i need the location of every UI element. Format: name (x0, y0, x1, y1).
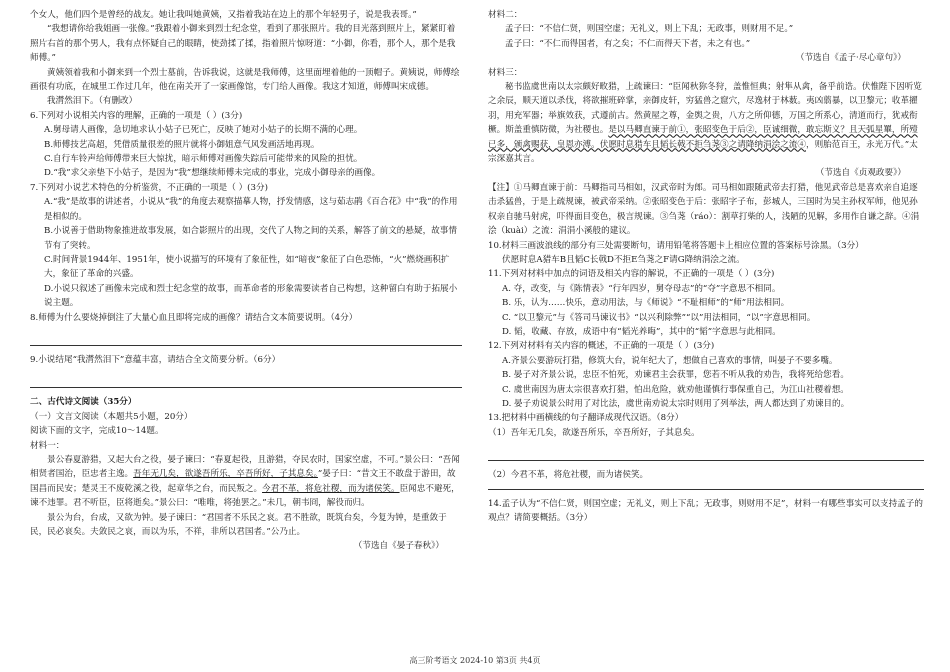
material-1-source: （节选自《晏子春秋》） (353, 541, 444, 552)
material-2-label: 材料二： (488, 10, 523, 20)
material-1-paragraph-1: 景公春夏游猎，又起大台之役，晏子谏曰：“春夏起役，且游猎，夺民农时，国家空虚，不可。”景公曰：“吾闻相贤者国治，臣忠者主逸。吾年无几矣，欲遂吾所乐，卒吾所好，子其息矣。”晏子曰：“昔文王不敢盘于游田，故国昌而民安；楚灵王不废乾溪之役，起章华之台，而民叛之。今君不革，将危社稷，而为诸侯笑。臣闻忠不避死，谏不违罪。君不听臣，臣将逝矣。”景公曰：“唯唯，将弛罢之。”未几，朝韦冏，解役而归。 (30, 454, 460, 509)
material-2-line-2: 孟子曰：“不仁而得国者，有之矣；不仁而得天下者，未之有也。” (505, 38, 751, 49)
q11-option-a: A. 夺，改变，与《陈情表》“行年四岁，舅夺母志”的“夺”字意思不相同。 (502, 283, 781, 294)
annotation-note: 【注】①马卿直谏于前：马卿指司马相如，汉武帝时为郎。司马相如跟随武帝去打猎，他见武帝总是喜欢亲自追逐击杀猛兽，于是上疏规谏，被武帝采纳。②张昭变色于后：张昭字子布，彭城人，三国时为吴主孙权军师，他见孙权亲自驰马射虎，吓得面目变色，极言规谏。③刍荛（ráo）：割草打柴的人，浅陋的见解，多用作自谦之辞。④涓浍（kuài）之流：涓涓小溪般的建议。 (488, 182, 920, 237)
q6-option-d: D.“我”求父亲垫下小姑子，是因为“我”想继续师傅未完成的事业，完成小御母亲的画像。 (44, 168, 381, 179)
story-paragraph-2: “我想请你给我姐画一张像。”我跟着小御来到烈士纪念堂，看到了那张照片。我的目光落到照片上，紧紧盯着照片右首的那个男人，我有点怀疑自己的眼睛，使劲揉了揉，指着照片惊呀道：“小御，你看，那个人，那个是我师傅。” (30, 24, 456, 64)
q6-option-c: C.自行车铃声给师傅带来巨大惊扰，暗示师傅对画像失踪后可能带来的风险的担忧。 (44, 154, 363, 165)
q11-stem: 11.下列对材料中加点的词语及相关内容的解说，不正确的一项是（ ）(3分) (488, 269, 775, 280)
answer-line (30, 387, 462, 388)
answer-line (488, 460, 924, 461)
q6-option-b: B.师傅技艺高超，凭借质量很差的照片就将小御姐意气风发画活地再现。 (44, 139, 320, 150)
material-3-label: 材料三： (488, 67, 523, 78)
question-7 (30, 181, 462, 311)
left-column (30, 8, 462, 554)
material-2-line-1: 孟子曰：“不信仁贤，则国空虚；无礼义，则上下乱；无政事，则财用不足。” (505, 24, 794, 35)
question-9: 9.小说结尾“我潸然泪下”意蕴丰富，请结合全文简要分析。（6分） (30, 354, 281, 365)
q7-option-d: D.小说只叙述了画像未完成和烈士纪念堂的故事，而革命者的形象需要读者自己构想，这种留白有助于拓展小说主题。 (44, 283, 458, 309)
q13-part-2: （2）今君不革，将危社稷，而为诸侯笑。 (488, 470, 649, 481)
q12-option-a: A.齐景公要游玩打猎，修筑大台，说年纪大了，想做自己喜欢的事情，叫晏子不要多嘴。 (502, 355, 838, 366)
q12-option-c: C. 虞世南因为唐太宗很喜欢打猎，怕出危险，就劝他谨慎行事保重自己，为江山社稷着想。 (502, 384, 849, 395)
question-8: 8.师傅为什么要烧掉倒注了大量心血且即将完成的画像？请结合文本简要说明。（4分） (30, 312, 358, 323)
q7-option-a: A.“我”是故事的讲述者，小说从“我”的角度去观察描摹人物，抒发情感，这与茹志鹃《百合花》中“我”的作用是相似的。 (44, 197, 458, 222)
answer-line (488, 489, 924, 490)
material-1-paragraph-2: 景公为台，台成，又欲为钟。晏子谏曰：“君国者不乐民之哀。君不胜欲，既筑台矣，今复为钟，是重敛于民，民必哀矣。夫敛民之哀，而以为乐，不祥，非所以君国者。”公乃止。 (30, 512, 447, 537)
story-paragraph-1: 个女人，他们四个是曾经的战友。她让我叫她黄姨，又指着我站在边上的那个年轻男子，说是我表哥。” (30, 10, 417, 20)
question-14: 14.孟子认为“不信仁贤，则国空虚；无礼义，则上下乱；无政事，则财用不足”，材料一有哪些事实可以支持孟子的观点？请简要概括。（3分） (488, 498, 923, 523)
q12-option-d: D. 晏子劝说景公时用了对比法，虞世南劝说太宗时则用了列举法，两人都达到了劝谏目的。 (502, 398, 850, 409)
material-3-paragraph: 秘书监虞世南以太宗颇好畋猎，上疏谏曰：“臣闻秋狝冬狩，盖惟恒典；射隼从禽，备乎前诰。伏惟陛下因听览之余辰，顺天道以杀伐，将欲摧班碎掌，亲御皮轩，穷猛兽之窟穴，尽逸材于林薮。夷凶翦暴，以卫黎元；收革擢羽，用充军器；举旗效获，式遵前古。然黄屋之尊，金舆之贵，八方之所仰德，万国之所系心，清道而行，犹戒衔橛。斯盖重慎防微，为社稷也。是以马卿直谏于前①，张昭变色于后②，臣诚细微，敢忘斯义？且天弧星罼，所殪已多，颁禽赐获，皇恩亦溥。伏愿时息猎车且韬长戟不拒刍荛③之请降纳涓浍之流④，则胎范百王，永光万代。”太宗深嘉其言。 (488, 82, 922, 165)
page-footer: 高三阶考语文 2024-10 第3页 共4页 (409, 656, 541, 665)
material-1-label: 材料一： (30, 440, 65, 451)
question-6 (30, 109, 462, 181)
q7-option-c: C.时间背景1944年、1951年，使小说描写的环境有了象征性，如“暗夜”象征了白色恐怖，“火”燃烧画积扩大，象征了革命的兴盛。 (44, 254, 450, 280)
q7-stem: 7.下列对小说艺术特色的分析鉴赏，不正确的一项是（ ）(3分) (30, 182, 268, 193)
story-paragraph-4: 我潸然泪下。（有删改） (47, 96, 138, 107)
material-3-source: （节选自《贞观政要》） (815, 168, 906, 179)
wavy-underlined-passage: 是以马卿直谏于前①，张昭变色于后②，臣诚细微，敢忘斯义？且天弧星罼，所殪已多，颁禽赐获，皇恩亦溥。伏愿时息猎车且韬长戟不拒刍荛③之请降纳涓浍之流④ (488, 125, 918, 150)
q6-option-a: A.舅母请人画像，急切地求认小姑子已死亡，反映了她对小姑子的长期不满的心理。 (44, 125, 363, 136)
underlined-sentence-2: 今君不革，将危社稷，而为诸侯笑。 (262, 483, 400, 494)
q11-option-c: C. “以卫黎元”与《答司马谏议书》“以兴利除弊”“以”用法相同，“以”字意思相同。 (502, 312, 816, 323)
subsection-heading: （一）文言文阅读（本题共5小题，20分） (30, 411, 193, 422)
q12-stem: 12.下列对材料有关内容的概述，不正确的一项是（ ）(3分) (488, 341, 715, 352)
reading-instruction: 阅读下面的文字，完成10～14题。 (30, 426, 164, 437)
section-heading: 二、古代诗文阅读（35分） (30, 397, 137, 408)
material-2-source: （节选自《孟子·尽心章句》） (795, 53, 906, 64)
story-paragraph-3: 黄姨领着我和小御来到一个烈士墓前，告诉我说，这就是我师傅，这里面埋着他的一顶帽子。黄姨说，师傅绘画很有功底，在城里工作过几年，他在南关开了一家画像馆，专门给人画像。我这才知道，师傅叫宋成德。 (30, 67, 460, 93)
underlined-sentence-1: 吾年无几矣，欲遂吾所乐，卒吾所好，子其息矣。 (133, 469, 318, 480)
right-column (488, 8, 924, 525)
q13-stem: 13.把材料中画横线的句子翻译成现代汉语。（8分） (488, 413, 684, 424)
q13-part-1: （1）吾年无几矣，欲遂吾所乐，卒吾所好，子其息矣。 (488, 427, 700, 438)
q10-options: 伏愿时息A猎车B且韬C长戟D不拒E刍荛之F请G降纳涓浍之流。 (502, 254, 745, 265)
answer-line (30, 345, 462, 346)
q6-stem: 6.下列对小说相关内容的理解，正确的一项是（ ）(3分) (30, 110, 243, 121)
q11-option-d: D. 韬，收藏、存放，成语中有“韬光养晦”，其中的“韬”字意思与此相同。 (502, 326, 781, 337)
q7-option-b: B.小说善于借助物象推进故事发展，如合影照片的出现，交代了人物之间的关系，解答了前文的悬疑，故事情节有了突转。 (44, 226, 457, 251)
q12-option-b: B. 晏子对齐景公说，忠臣不怕死，劝谏君主会获罪，您若不听从我的劝告，我将死给您看。 (502, 370, 849, 381)
q11-option-b: B. 乐，认为……快乐，意动用法，与《师说》“不耻相师”的“师”用法相同。 (502, 298, 790, 309)
question-10: 10.材料三画波浪线的部分有三处需要断句，请用铅笔将答题卡上相应位置的答案标号涂黑。（3分） (488, 240, 864, 251)
